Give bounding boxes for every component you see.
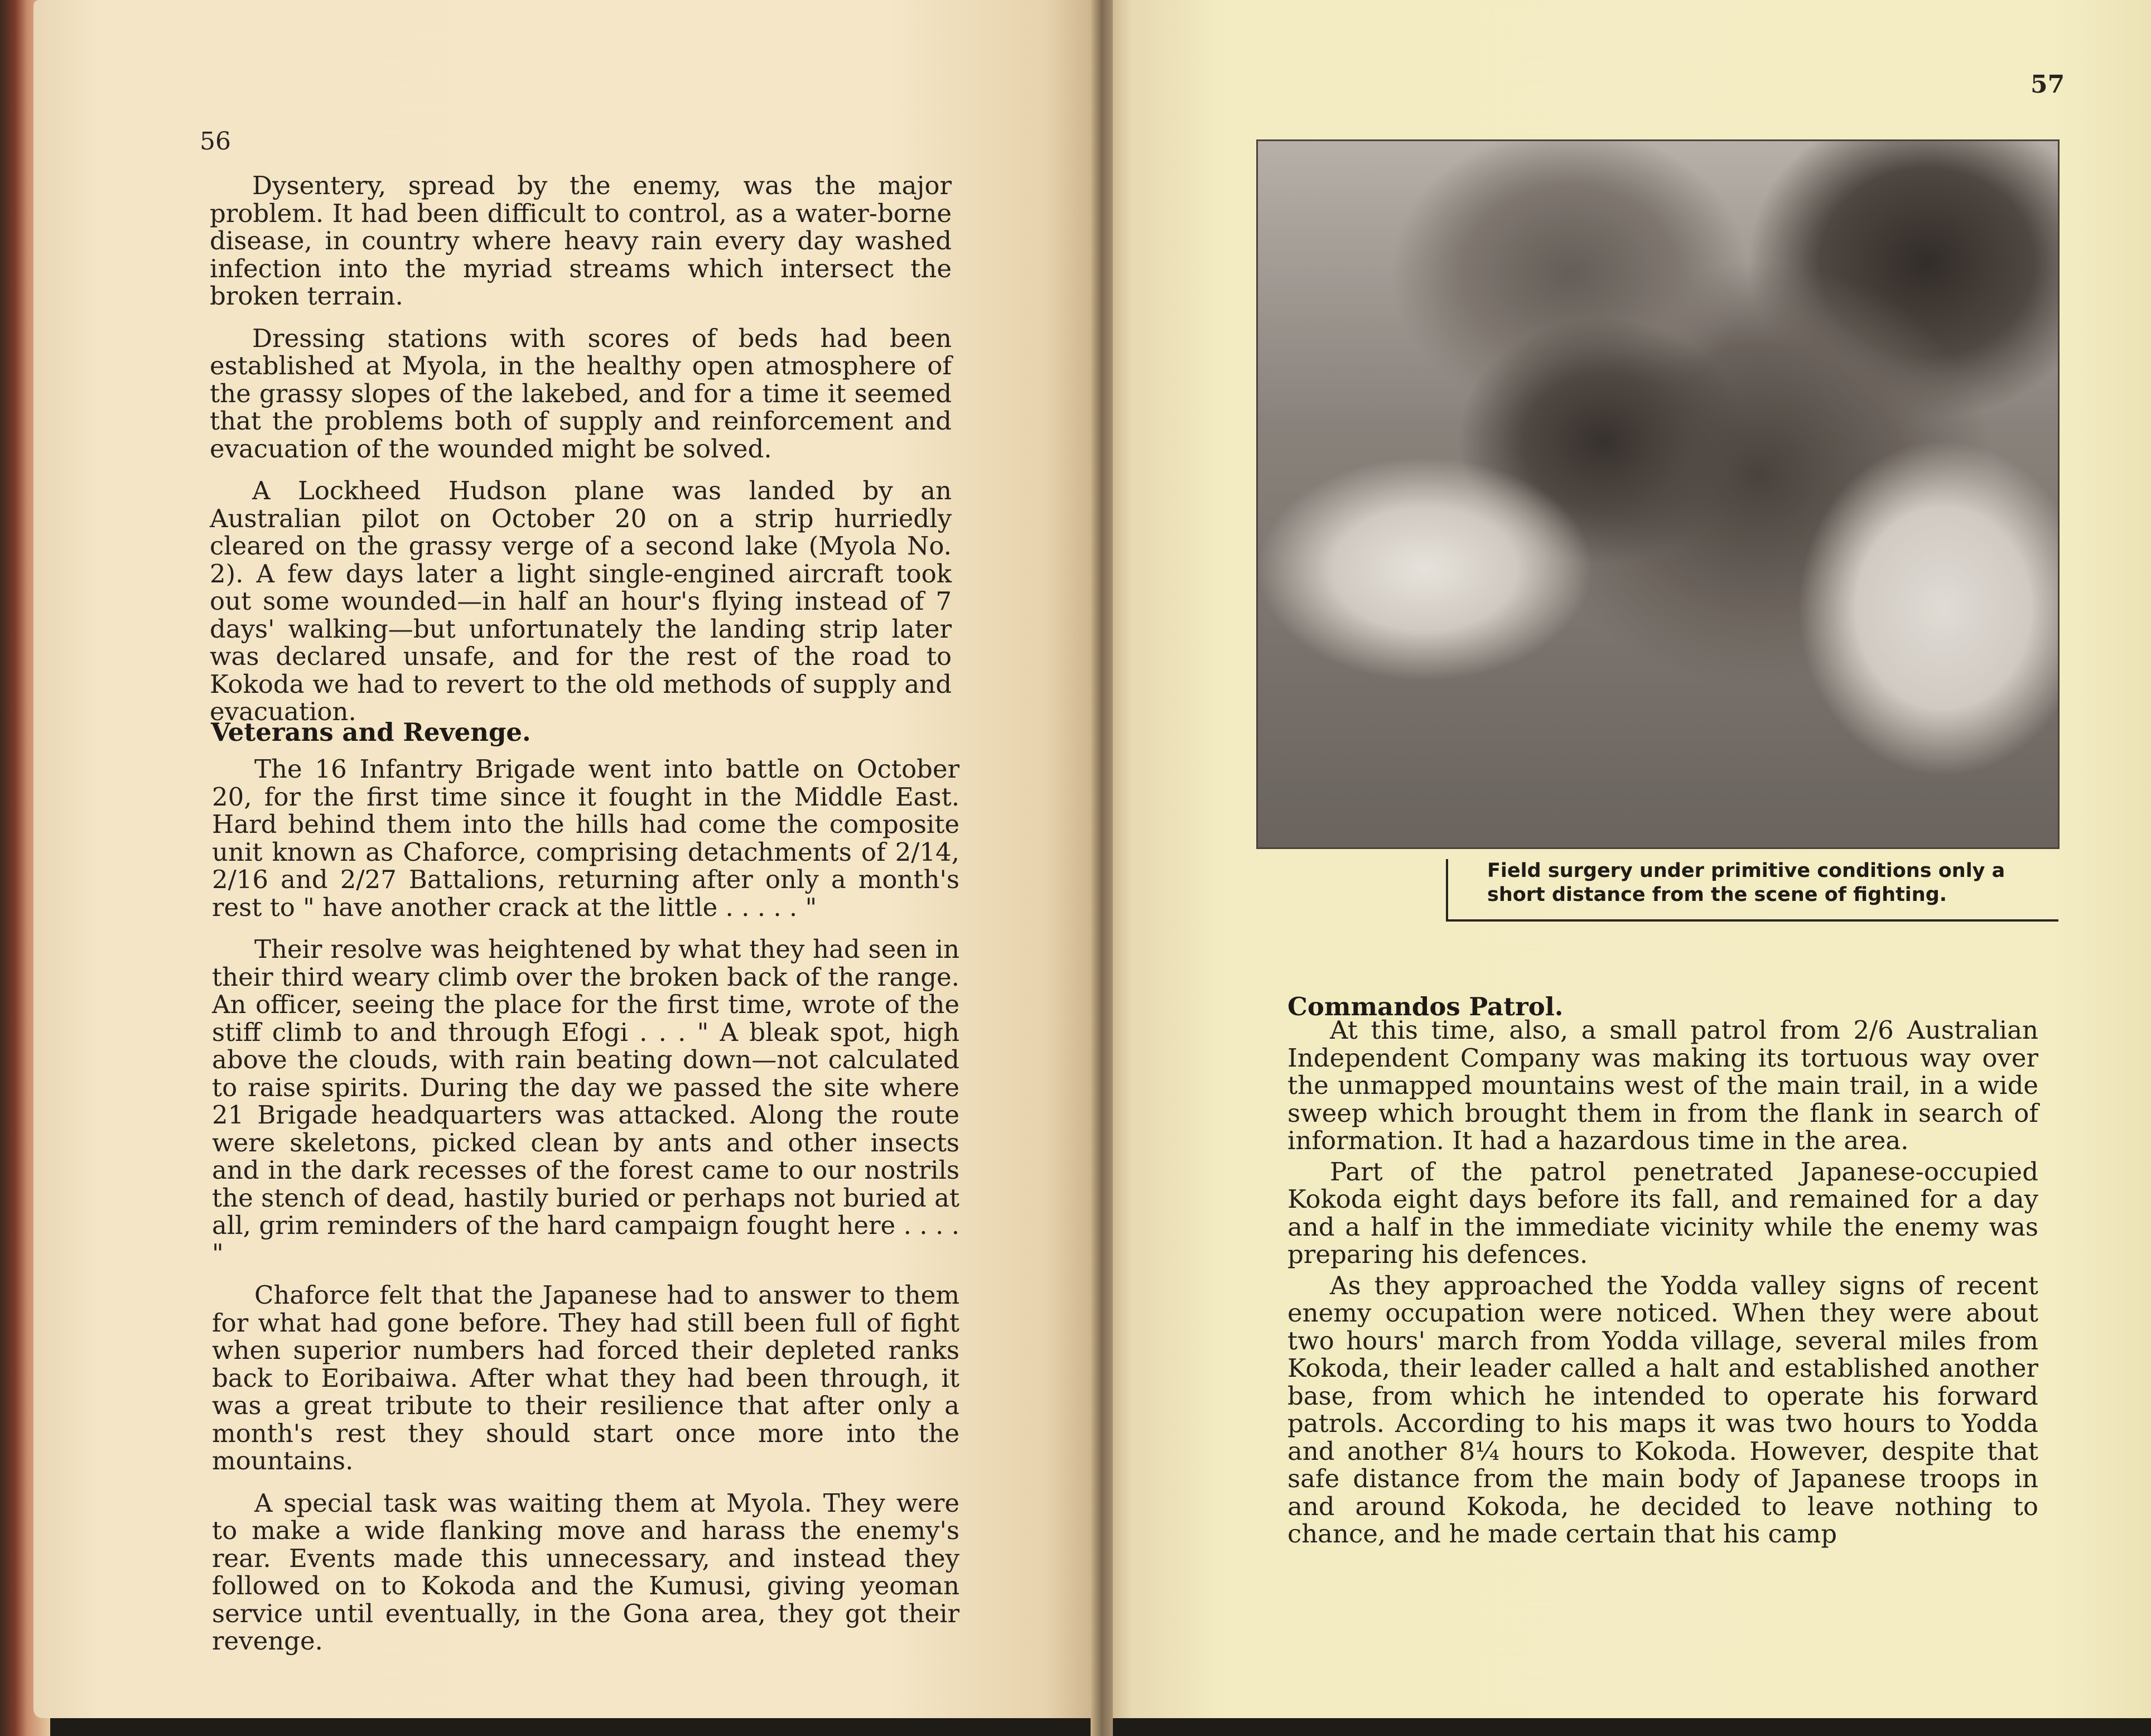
paragraph: A special task was waiting them at Myola. They were to make a wide flanking move and harass the enemy's rear. Events made this unnecessary, and instead they followed on to Kokoda and the Kumusi, giving yeoman service until eventually, in the Gona area, they got their revenge. [212,1488,959,1656]
paragraph: Chaforce felt that the Japanese had to answer to them for what had gone before. They had still been full of fight when superior numbers had forced their depleted ranks back to Eoribaiwa. After what they had been through, it was a great tribute to their resilience that after only a month's rest they should start once more into the mountains. [212,1280,959,1475]
paragraph: At this time, also, a small patrol from 2/6 Australian Independent Company was making its tortuous way over the unmapped mountains west of the main trail, in a wide sweep which brought them in from the flank in search of information. It had a hazardous time in the area. [1287,1015,2038,1155]
page-number-left: 56 [200,127,231,156]
photo-caption: Field surgery under primitive conditions only a short distance from the scene of fighting. [1487,860,2005,906]
section-heading-veterans: Veterans and Revenge. [211,717,531,747]
paragraph: A Lockheed Hudson plane was landed by an Australian pilot on October 20 on a strip hurriedly cleared on the grassy verge of a second lake (Myola No. 2). A few days later a light single-engined aircraft took out some wounded—in half an hour's flying instead of 7 days' walking—but unfortunately the landing strip later was declared unsafe, and for the rest of the road to Kokoda we had to revert to the old methods of supply and evacuation. [210,476,952,726]
paragraph: The 16 Infantry Brigade went into battle on October 20, for the first time since it fought in the Middle East. Hard behind them into the hills had come the composite unit known as Chaforce, comprising detachments of 2/14, 2/16 and 2/27 Battalions, returning after only a month's rest to " have another crack at the little . . . . . " [212,754,959,922]
paragraph: Their resolve was heightened by what they had seen in their third weary climb over the broken back of the range. An officer, seeing the place for the first time, wrote of the stiff climb to and through Efogi . . . " A bleak spot, high above the clouds, with rain beating down—not calculated to raise spirits. During the day we passed the site where 21 Brigade headquarters was attacked. Along the route were skeletons, picked clean by ants and other insects and in the dark recesses of the forest came to our nostrils the stench of dead, hastily buried or perhaps not buried at all, grim reminders of the hard campaign fought here . . . . " [212,934,959,1268]
paragraph: Dysentery, spread by the enemy, was the major problem. It had been difficult to control, as a water-borne disease, in country where heavy rain every day washed infection into the myriad streams which intersect the broken terrain. [210,171,952,311]
right-text [1287,1016,2038,1548]
paragraph: Part of the patrol penetrated Japanese-occupied Kokoda eight days before its fall, and remained for a day and a half in the immediate vicinity while the enemy was preparing his defences. [1287,1156,2038,1269]
paragraph: As they approached the Yodda valley signs of recent enemy occupation were noticed. When they were about two hours' march from Yodda village, several miles from Kokoda, their leader called a halt and established another base, from which he intended to operate his forward patrols. According to his maps it was two hours to Yodda and another 8¼ hours to Kokoda. However, despite that safe distance from the main body of Japanese troops in and around Kokoda, he decided to leave nothing to chance, and he made certain that his camp [1287,1270,2038,1549]
page-number-right: 57 [2031,70,2065,99]
photo-frame [1256,139,2060,849]
left-text-top [210,172,952,726]
photo-caption-box [1446,859,2058,922]
left-text-bottom [212,755,959,1655]
book-gutter [1091,0,1113,1736]
section-heading-commandos: Commandos Patrol. [1287,992,1564,1021]
paragraph: Dressing stations with scores of beds had been established at Myola, in the healthy open atmosphere of the grassy slopes of the lakebed, and for a time it seemed that the problems both of supply and reinforcement and evacuation of the wounded might be solved. [210,323,952,464]
